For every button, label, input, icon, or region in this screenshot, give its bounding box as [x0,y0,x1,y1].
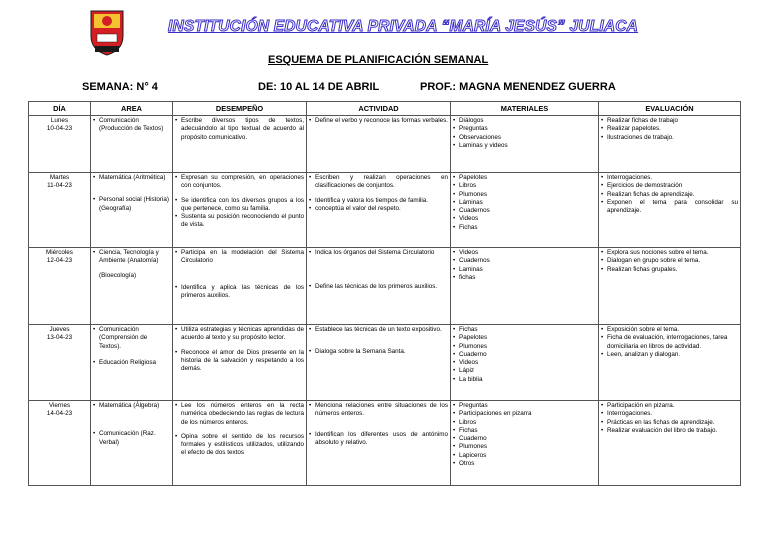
area-item: • Ciencia, Tecnología y Ambiente (Anatomía) [93,249,170,266]
material-item: • Laminas y videos [453,142,596,150]
document-title: ESQUEMA DE PLANIFICACIÓN SEMANAL [268,54,489,66]
desempeno-item: • Lee los números enteros en la recta numérica obedeciendo las reglas de lectura de los números enteros. [175,402,304,427]
material-item: • Plumones [453,343,596,351]
material-item: • Participaciones en pizarra [453,410,596,418]
actividad-item: • Escriben y realizan operaciones en clasificaciones de conjuntos. [309,174,448,191]
actividad-item: • Identifica y valora los tiempos de familia. [309,197,448,205]
day-cell [29,325,91,401]
area-item: • Personal social (Historia) (Geografía) [93,196,170,213]
actividad-cell [307,116,451,173]
day-name: Miércoles [46,249,73,256]
actividad-item: • Dialoga sobre la Semana Santa. [309,348,448,356]
material-item: • Preguntas [453,125,596,133]
evaluacion-item: • Interrogaciones. [601,410,738,418]
materiales-cell [451,248,599,325]
area-cell [91,248,173,325]
area-item: • Educación Religiosa [93,359,170,367]
evaluacion-item: • Prácticas en las fichas de aprendizaje. [601,419,738,427]
day-cell [29,401,91,486]
table-row [29,325,741,401]
evaluacion-item: • Realizar papelotes. [601,125,738,133]
area-cell [91,401,173,486]
day-date: 10-04-23 [46,125,73,133]
material-item: • Plumones [453,443,596,451]
day-cell [29,173,91,248]
column-header-dia: DÍA [29,102,91,116]
material-item: • La biblia [453,376,596,384]
table-row [29,401,741,486]
material-item: • Fichas [453,427,596,435]
evaluacion-item: • Explora sus nociones sobre el tema. [601,249,738,257]
day-name: Lunes [50,117,69,124]
evaluacion-item: • Participación en pizarra. [601,402,738,410]
evaluacion-item: • Exposición sobre el tema. [601,326,738,334]
desempeno-item: • Sustenta su posición reconociendo el punto de vista. [175,213,304,230]
day-cell [29,248,91,325]
actividad-item: • Establece las técnicas de un texto expositivo. [309,326,448,334]
evaluacion-cell [599,248,741,325]
day-date: 14-04-23 [46,410,73,418]
actividad-item: • conceptúa el valor del respeto. [309,205,448,213]
material-item: • Fichas [453,224,596,232]
evaluacion-item: • Ficha de evaluación, interrogaciones, tarea domiciliaria en libros de actividad. [601,334,738,351]
evaluacion-item: • Exponen el tema para consolidar su aprendizaje. [601,199,738,216]
evaluacion-item: • Realizan fichas de aprendizaje. [601,191,738,199]
desempeno-item: • Utiliza estrategias y técnicas aprendidas de acuerdo al texto y su propósito lector. [175,326,304,343]
material-item: • Observaciones [453,134,596,142]
desempeno-item: • Opina sobre el sentido de los recursos formales y estilísticos utilizados, utilizando el efecto de dos textos [175,433,304,458]
desempeno-item: • Escribe diversos tipos de textos, adecuándolo al tipo textual de acuerdo al propósito comunicativo. [175,117,304,142]
evaluacion-item: • Leen, analizan y dialogan. [601,351,738,359]
desempeno-cell [173,401,307,486]
material-item: • Libros [453,419,596,427]
table-row [29,248,741,325]
material-item: • Diálogos [453,117,596,125]
material-item: • Videos [453,249,596,257]
desempeno-item: • Se identifica con los diversos grupos a los que pertenece, como su familia. [175,197,304,214]
day-name: Martes [49,174,70,181]
desempeno-item: • Expresan su compresión, en operaciones con conjuntos. [175,174,304,191]
evaluacion-cell [599,116,741,173]
evaluacion-item: • Dialogan en grupo sobre el tema. [601,257,738,265]
material-item: • Lapiceros [453,452,596,460]
area-item: • Comunicación (Raz. Verbal) [93,430,170,447]
actividad-cell [307,325,451,401]
desempeno-cell [173,116,307,173]
day-date: 13-04-23 [46,334,73,342]
actividad-item: • Define el verbo y reconoce las formas verbales. [309,117,448,125]
column-header-evaluacion: EVALUACIÓN [599,102,741,116]
evaluacion-item: • Realizan fichas grupales. [601,266,738,274]
teacher-name: PROF.: MAGNA MENENDEZ GUERRA [420,81,616,93]
material-item: • Cuaderno [453,435,596,443]
table-row [29,173,741,248]
day-date: 11-04-23 [47,182,72,190]
material-item: • Fichas [453,326,596,334]
materiales-cell [451,325,599,401]
area-item: • Comunicación (Comprensión de Textos). [93,326,170,351]
area-cell [91,325,173,401]
area-item: • Comunicación (Producción de Textos) [93,117,170,134]
column-header-desempeno: DESEMPEÑO [173,102,307,116]
material-item: • Cuadernos [453,257,596,265]
material-item: • Lápiz [453,367,596,375]
material-item: • Libros [453,182,596,190]
area-item: • Matemática (Aritmética) [93,174,170,182]
evaluacion-cell [599,401,741,486]
area-item: (Bioecología) [99,271,137,279]
column-header-actividad: ACTIVIDAD [307,102,451,116]
day-cell [29,116,91,173]
actividad-item: • Define las técnicas de los primeros auxilios. [309,283,448,291]
area-cell [91,173,173,248]
actividad-cell [307,248,451,325]
material-item: • Papelotes [453,334,596,342]
desempeno-item: • Participa en la modelación del Sistema Circulatorio [175,249,304,266]
material-item: • Otros [453,460,596,468]
day-date: 12-04-23 [46,257,73,265]
evaluacion-item: • Ilustraciones de trabajo. [601,134,738,142]
material-item: • Cuadernos [453,207,596,215]
desempeno-cell [173,173,307,248]
evaluacion-item: • Realizar fichas de trabajo [601,117,738,125]
school-logo [88,8,126,56]
material-item: • Videos [453,359,596,367]
materiales-cell [451,173,599,248]
week-label: SEMANA: N° 4 [82,81,158,93]
evaluacion-item: • Ejercicios de demostración [601,182,738,190]
planning-table [28,101,741,486]
area-cell [91,116,173,173]
day-name: Viernes [48,402,71,409]
materiales-cell [451,401,599,486]
material-item: • Plumones [453,191,596,199]
day-name: Jueves [49,326,70,333]
area-item: • Matemática (Álgebra) [93,402,170,410]
actividad-item: • Identifican los diferentes usos de antónimo absoluto y relativo. [309,431,448,448]
material-item: • Laminas [453,266,596,274]
material-item: • Láminas [453,199,596,207]
desempeno-cell [173,248,307,325]
actividad-cell [307,173,451,248]
actividad-item: • Indica los órganos del Sistema Circulatorio [309,249,448,257]
actividad-item: • Menciona relaciones entre situaciones de los números enteros. [309,402,448,419]
material-item: • Papelotes [453,174,596,182]
material-item: • Videos [453,215,596,223]
materiales-cell [451,116,599,173]
material-item: • Preguntas [453,402,596,410]
table-row [29,116,741,173]
column-header-materiales: MATERIALES [451,102,599,116]
material-item: • fichas [453,274,596,282]
evaluacion-item: • Interrogaciones. [601,174,738,182]
evaluacion-cell [599,173,741,248]
material-item: • Cuaderno [453,351,596,359]
desempeno-cell [173,325,307,401]
desempeno-item: • Reconoce el amor de Dios presente en la historia de la salvación y respetando a los demás. [175,349,304,374]
column-header-area: AREA [91,102,173,116]
evaluacion-cell [599,325,741,401]
evaluacion-item: • Realizar evaluación del libro de trabajo. [601,427,738,435]
institution-title: INSTITUCIÓN EDUCATIVA PRIVADA “MARÍA JESÚS” JULIACA [168,18,639,35]
desempeno-item: • Identifica y aplica las técnicas de los primeros auxilios. [175,284,304,301]
date-range: DE: 10 AL 14 DE ABRIL [258,81,380,93]
table-header-row [29,102,741,116]
actividad-cell [307,401,451,486]
